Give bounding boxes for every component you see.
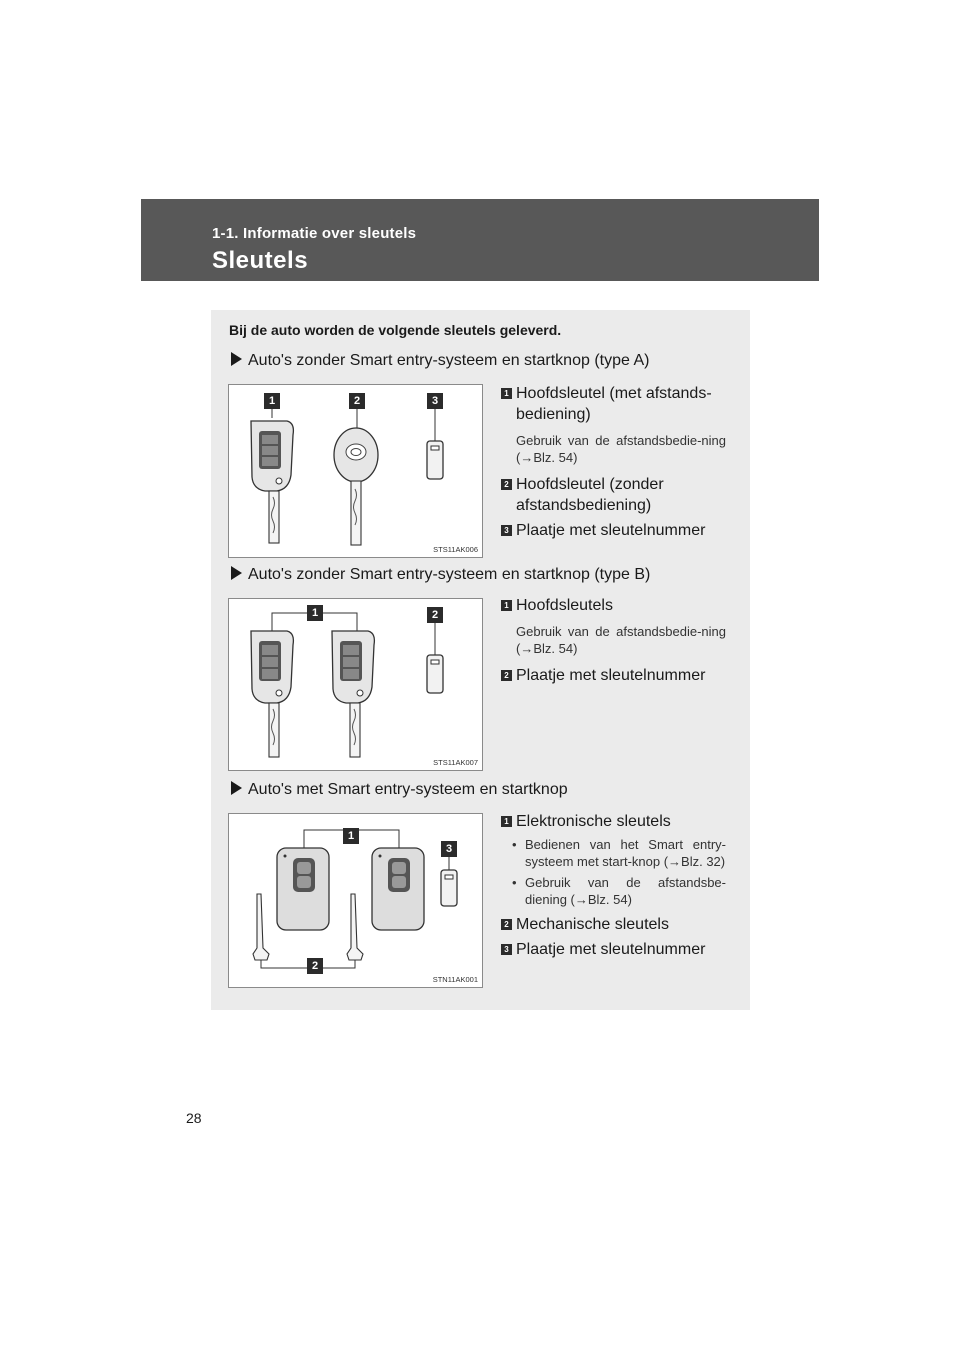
legend-item xyxy=(501,665,726,686)
page-number: 28 xyxy=(186,1110,202,1126)
item-number-badge: 1 xyxy=(501,600,512,611)
item-number-badge: 1 xyxy=(501,816,512,827)
item-note: Gebruik van de afstandsbedie-ning (→Blz. 54) xyxy=(516,433,726,465)
group-heading-text: Auto's met Smart entry-systeem en startknop xyxy=(248,781,568,798)
section-header xyxy=(141,199,819,281)
pointer-triangle-icon xyxy=(231,781,242,795)
figure-keys-type-b xyxy=(228,598,483,771)
item-label: Elektronische sleutels xyxy=(516,813,671,830)
key-illustration-type-a xyxy=(229,385,482,557)
section-label: 1-1. Informatie over sleutels xyxy=(212,225,417,242)
legend-smart xyxy=(501,807,726,960)
callout-2: 2 xyxy=(307,958,323,974)
mechanical-key-icon xyxy=(253,894,269,960)
pointer-triangle-icon xyxy=(231,352,242,366)
pointer-triangle-icon xyxy=(231,566,242,580)
item-label: Mechanische sleutels xyxy=(516,916,669,933)
item-label: Hoofdsleutel (zonder afstandsbediening) xyxy=(516,476,664,514)
legend-item xyxy=(501,383,726,425)
legend-item xyxy=(501,474,726,516)
legend-item xyxy=(501,939,726,960)
bullet-item: • Bedienen van het Smart entry-systeem met start-knop (→Blz. 32) xyxy=(501,836,726,870)
legend-item xyxy=(501,520,726,541)
group-heading-type-b xyxy=(231,566,650,584)
figure-code: STS11AK006 xyxy=(433,545,478,554)
callout-1: 1 xyxy=(264,393,280,409)
callout-3: 3 xyxy=(441,841,457,857)
figure-keys-smart xyxy=(228,813,483,988)
item-label: Hoofdsleutel (met afstands-bediening) xyxy=(516,385,712,423)
mechanical-key-icon xyxy=(347,894,363,960)
page-title: Sleutels xyxy=(212,247,309,274)
figure-keys-type-a xyxy=(228,384,483,558)
item-label: Plaatje met sleutelnummer xyxy=(516,667,706,684)
legend-type-a xyxy=(501,379,726,541)
item-number-badge: 2 xyxy=(501,919,512,930)
bullet-item: • Gebruik van de afstandsbe-diening (→Blz. 54) xyxy=(501,874,726,908)
callout-3: 3 xyxy=(427,393,443,409)
callout-1: 1 xyxy=(307,605,323,621)
legend-item xyxy=(501,811,726,832)
item-label: Plaatje met sleutelnummer xyxy=(516,522,706,539)
intro-text: Bij de auto worden de volgende sleutels geleverd. xyxy=(229,322,562,338)
group-heading-text: Auto's zonder Smart entry-systeem en startknop (type A) xyxy=(248,352,650,369)
item-label: Hoofdsleutels xyxy=(516,597,613,614)
item-number-badge: 3 xyxy=(501,944,512,955)
legend-item xyxy=(501,914,726,935)
group-heading-text: Auto's zonder Smart entry-systeem en startknop (type B) xyxy=(248,566,651,583)
item-label: Plaatje met sleutelnummer xyxy=(516,941,706,958)
item-note: Gebruik van de afstandsbedie-ning (→Blz. 54) xyxy=(516,624,726,656)
legend-type-b xyxy=(501,591,726,686)
item-number-badge: 3 xyxy=(501,525,512,536)
content-panel xyxy=(211,310,750,1010)
callout-2: 2 xyxy=(427,607,443,623)
callout-1: 1 xyxy=(343,828,359,844)
group-heading-type-a xyxy=(231,352,649,370)
item-number-badge: 1 xyxy=(501,388,512,399)
key-illustration-type-b xyxy=(229,599,482,770)
item-number-badge: 2 xyxy=(501,479,512,490)
callout-2: 2 xyxy=(349,393,365,409)
figure-code: STN11AK001 xyxy=(432,975,478,984)
group-heading-smart xyxy=(231,781,568,799)
figure-code: STS11AK007 xyxy=(433,758,478,767)
item-number-badge: 2 xyxy=(501,670,512,681)
legend-item xyxy=(501,595,726,616)
